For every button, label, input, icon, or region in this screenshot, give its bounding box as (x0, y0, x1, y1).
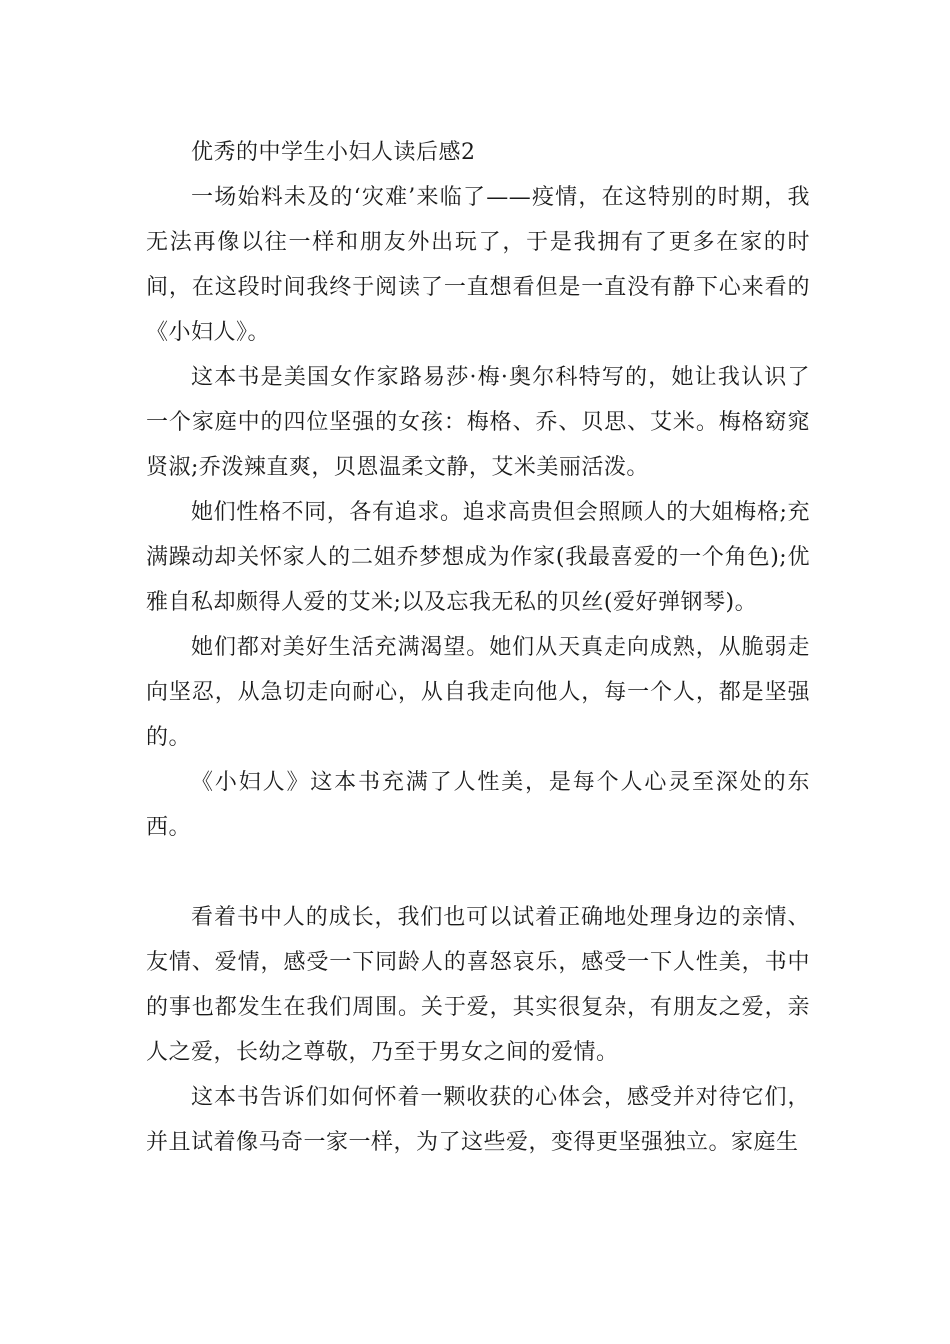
paragraph-7: 这本书告诉们如何怀着一颗收获的心体会，感受并对待它们，并且试着像马奇一家一样，为了这些爱，变得更坚强独立。家庭生 (146, 1085, 810, 1155)
document-body (146, 130, 810, 1165)
paragraph-5: 《小妇人》这本书充满了人性美，是每个人心灵至深处的东西。 (146, 770, 810, 840)
paragraph-4: 她们都对美好生活充满渴望。她们从天真走向成熟，从脆弱走向坚忍，从急切走向耐心，从自我走向他人，每一个人，都是坚强的。 (146, 635, 810, 750)
paragraph-6: 看着书中人的成长，我们也可以试着正确地处理身边的亲情、友情、爱情，感受一下同龄人的喜怒哀乐，感受一下人性美，书中的事也都发生在我们周围。关于爱，其实很复杂，有朋友之爱，亲人之爱，长幼之尊敬，乃至于男女之间的爱情。 (146, 905, 810, 1065)
paragraph-1: 一场始料未及的‘灾难’来临了——疫情，在这特别的时期，我无法再像以往一样和朋友外出玩了，于是我拥有了更多在家的时间，在这段时间我终于阅读了一直想看但是一直没有静下心来看的《小妇人》。 (146, 185, 810, 345)
paragraph-gap (146, 850, 810, 895)
paragraph-3: 她们性格不同，各有追求。追求高贵但会照顾人的大姐梅格;充满躁动却关怀家人的二姐乔梦想成为作家(我最喜爱的一个角色);优雅自私却颇得人爱的艾米;以及忘我无私的贝丝(爱好弹钢琴)。 (146, 500, 810, 615)
paragraph-2: 这本书是美国女作家路易莎·梅·奥尔科特写的，她让我认识了一个家庭中的四位坚强的女孩：梅格、乔、贝思、艾米。梅格窈窕贤淑;乔泼辣直爽，贝恩温柔文静，艾米美丽活泼。 (146, 365, 810, 480)
document-title: 优秀的中学生小妇人读后感2 (191, 140, 476, 165)
